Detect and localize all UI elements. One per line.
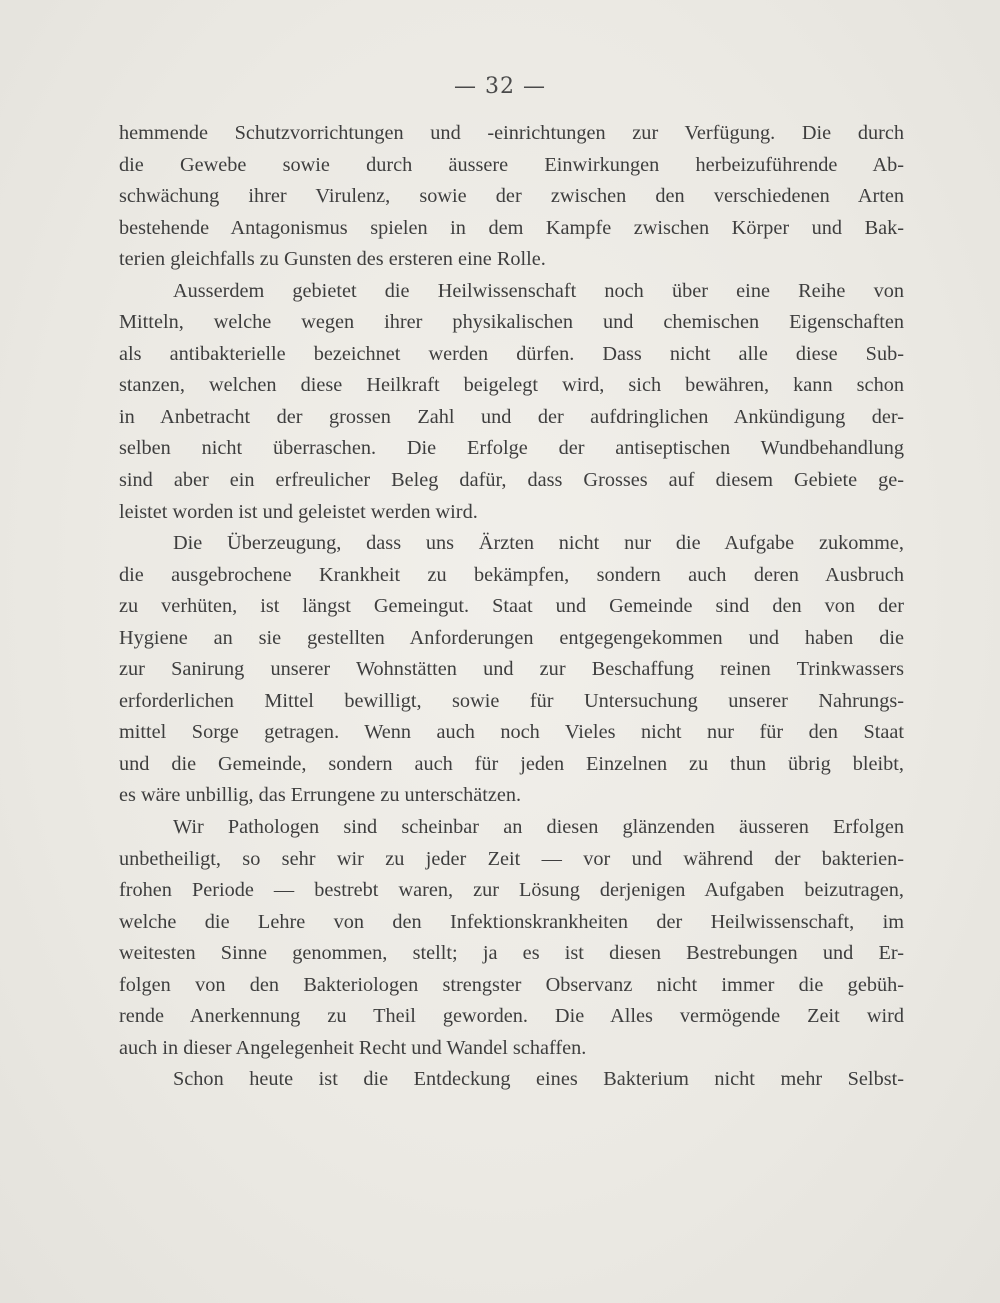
text-line: auch in dieser Angelegenheit Recht und Wandel schaffen. — [119, 1036, 587, 1059]
text-line: erforderlichen Mittel bewilligt, sowie für Untersuchung unserer Nahrungs- — [119, 689, 904, 712]
text-line: folgen von den Bakteriologen strengster Observanz nicht immer die gebüh- — [119, 973, 904, 996]
text-line: frohen Periode — bestrebt waren, zur Lösung derjenigen Aufgaben beizutragen, — [119, 879, 904, 902]
text-line: leistet worden ist und geleistet werden wird. — [119, 500, 478, 523]
text-line: in Anbetracht der grossen Zahl und der aufdringlichen Ankündigung der- — [119, 405, 904, 428]
paragraph — [119, 528, 904, 812]
text-line: zu verhüten, ist längst Gemeingut. Staat und Gemeinde sind den von der — [119, 595, 904, 618]
text-line: Schon heute ist die Entdeckung eines Bakterium nicht mehr Selbst- — [173, 1068, 904, 1091]
text-line: die ausgebrochene Krankheit zu bekämpfen, sondern auch deren Ausbruch — [119, 563, 904, 586]
text-line: als antibakterielle bezeichnet werden dürfen. Dass nicht alle diese Sub- — [119, 342, 904, 365]
text-line: selben nicht überraschen. Die Erfolge der antiseptischen Wundbehandlung — [119, 437, 904, 460]
text-line: hemmende Schutzvorrichtungen und -einrichtungen zur Verfügung. Die durch — [119, 122, 904, 144]
text-line: die Gewebe sowie durch äussere Einwirkungen herbeizuführende Ab- — [119, 153, 904, 176]
text-line: Mitteln, welche wegen ihrer physikalischen und chemischen Eigenschaften — [119, 311, 904, 334]
text-line: terien gleichfalls zu Gunsten des ersteren eine Rolle. — [119, 248, 546, 271]
paragraph — [119, 812, 904, 1064]
text-line: Hygiene an sie gestellten Anforderungen entgegengekommen und haben die — [119, 626, 904, 649]
text-line: schwächung ihrer Virulenz, sowie der zwischen den verschiedenen Arten — [119, 185, 904, 208]
text-line: es wäre unbillig, das Errungene zu unterschätzen. — [119, 784, 522, 807]
text-line: stanzen, welchen diese Heilkraft beigelegt wird, sich bewähren, kann schon — [119, 374, 904, 397]
text-line: bestehende Antagonismus spielen in dem Kampfe zwischen Körper und Bak- — [119, 216, 904, 239]
paragraph — [119, 118, 904, 276]
paragraph — [119, 276, 904, 528]
text-line: Die Überzeugung, dass uns Ärzten nicht nur die Aufgabe zukomme, — [173, 532, 904, 555]
text-line: zur Sanirung unserer Wohnstätten und zur Beschaffung reinen Trinkwassers — [119, 658, 904, 681]
page-number: — 32 — — [454, 74, 546, 99]
text-line: weitesten Sinne genommen, stellt; ja es ist diesen Bestrebungen und Er- — [119, 942, 904, 965]
text-line: mittel Sorge getragen. Wenn auch noch Vieles nicht nur für den Staat — [119, 721, 904, 744]
text-line: Ausserdem gebietet die Heilwissenschaft noch über eine Reihe von — [173, 279, 904, 302]
text-line: Wir Pathologen sind scheinbar an diesen glänzenden äusseren Erfolgen — [173, 816, 904, 839]
text-line: unbetheiligt, so sehr wir zu jeder Zeit — vor und während der bakterien- — [119, 847, 904, 870]
paragraph — [119, 1064, 904, 1096]
text-line: und die Gemeinde, sondern auch für jeden Einzelnen zu thun übrig bleibt, — [119, 752, 904, 775]
text-line: sind aber ein erfreulicher Beleg dafür, dass Grosses auf diesem Gebiete ge- — [119, 469, 904, 492]
body-text — [119, 118, 904, 1096]
text-line: rende Anerkennung zu Theil geworden. Die Alles vermögende Zeit wird — [119, 1005, 904, 1028]
text-line: welche die Lehre von den Infektionskrankheiten der Heilwissenschaft, im — [119, 910, 904, 933]
